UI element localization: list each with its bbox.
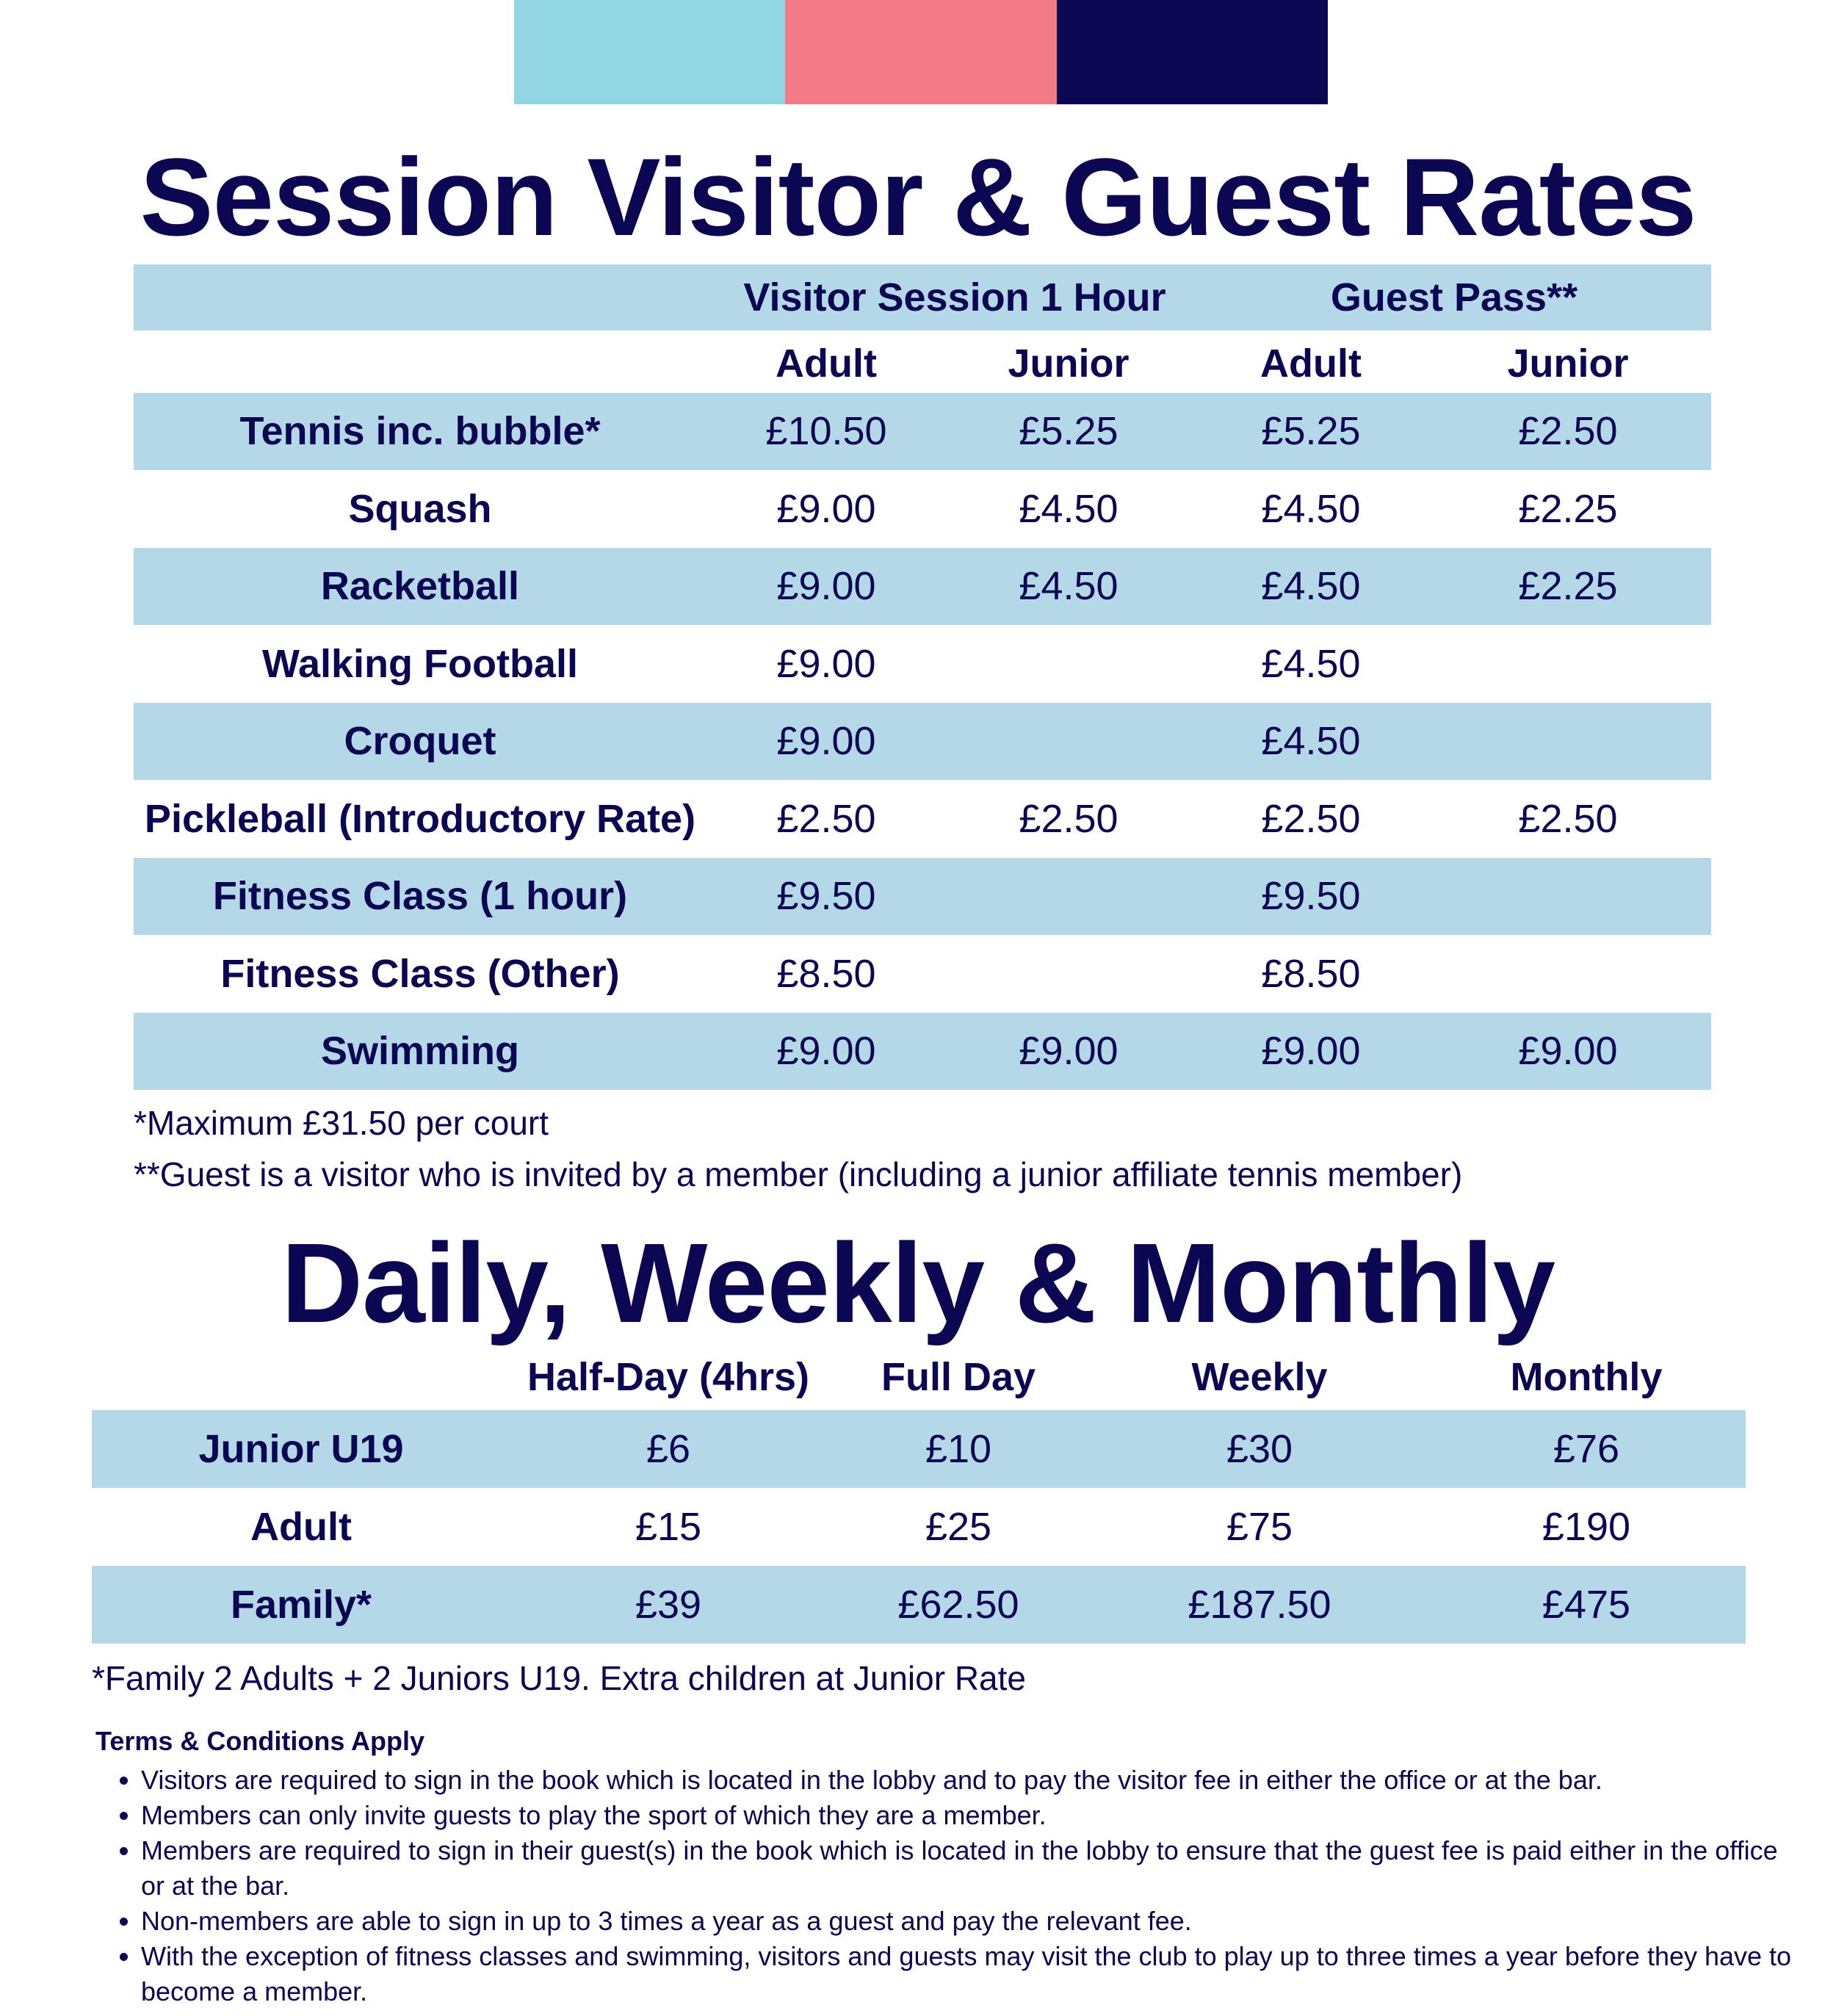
header-stripes [514,0,1328,104]
price-cell: £2.50 [1019,797,1118,841]
table-row [0,703,1836,780]
price-cell: £9.00 [1261,1029,1361,1073]
price-cell: £4.50 [1019,487,1118,531]
price-cell: £4.50 [1019,564,1118,608]
price-cell: £2.25 [1518,487,1618,531]
row-label: Fitness Class (Other) [220,952,620,996]
price-cell: £2.25 [1518,564,1618,608]
table-row [0,858,1836,935]
period-header-monthly: Monthly [1510,1355,1663,1399]
price-cell: £9.00 [776,1029,876,1073]
price-cell [977,626,1160,703]
sub-header-visitor-junior: Junior [1008,342,1130,386]
period-header-half-day: Half-Day (4hrs) [527,1355,810,1399]
price-cell [977,858,1160,935]
price-cell: £4.50 [1261,642,1361,686]
row-label: Squash [348,487,492,531]
row-label: Walking Football [262,642,578,686]
price-cell [1476,703,1660,780]
price-cell: £4.50 [1261,487,1361,531]
price-cell: £25 [925,1505,992,1549]
row-label: Fitness Class (1 hour) [212,874,628,918]
table-row [0,626,1836,703]
row-label: Adult [250,1505,352,1549]
price-cell: £9.00 [1019,1029,1118,1073]
stripe-navy [1057,0,1328,104]
sub-header-visitor-adult: Adult [776,342,877,386]
price-cell: £5.25 [1019,409,1118,453]
price-cell: £2.50 [1518,797,1618,841]
price-cell: £8.50 [776,952,876,996]
price-cell: £2.50 [1518,409,1618,453]
period-note: *Family 2 Adults + 2 Juniors U19. Extra children at Junior Rate [92,1659,1026,1697]
price-cell: £9.00 [776,642,876,686]
price-cell: £10 [925,1427,992,1471]
row-label: Tennis inc. bubble* [239,409,601,453]
price-cell: £62.50 [897,1583,1019,1627]
session-rates-title: Session Visitor & Guest Rates [140,135,1696,259]
price-cell: £5.25 [1261,409,1361,453]
table-row [0,1410,1836,1488]
price-cell: £76 [1553,1427,1620,1471]
sub-header-guest-adult: Adult [1260,342,1362,386]
session-note-2: **Guest is a visitor who is invited by a member (including a junior affiliate tennis member) [134,1155,1463,1193]
price-cell [977,936,1160,1013]
price-cell: £39 [635,1583,702,1627]
session-note-1: *Maximum £31.50 per court [134,1104,549,1142]
terms-item: • Non-members are able to sign in up to 3 times a year as a guest and pay the relevant fee. [141,1904,1793,1939]
price-cell [1476,858,1660,935]
stripe-pink [785,0,1056,104]
price-cell: £4.50 [1261,564,1361,608]
price-cell: £75 [1226,1505,1293,1549]
price-cell: £9.00 [776,719,876,763]
price-cell: £9.00 [776,564,876,608]
price-cell: £30 [1226,1427,1293,1471]
price-cell: £9.00 [776,487,876,531]
period-header-full-day: Full Day [881,1355,1036,1399]
terms-list [95,1763,1793,2009]
price-cell: £475 [1542,1583,1631,1627]
price-cell [1476,626,1660,703]
price-cell [977,703,1160,780]
terms-title: Terms & Conditions Apply [95,1726,425,1756]
stripe-light-blue [514,0,785,104]
row-label: Junior U19 [198,1427,404,1471]
group-header-visitor: Visitor Session 1 Hour [743,275,1166,319]
price-cell: £15 [635,1505,702,1549]
price-cell: £2.50 [1261,797,1361,841]
terms-item: • With the exception of fitness classes and swimming, visitors and guests may visit the club to play up to three times a year before they have to become a member. [141,1939,1793,2009]
table-row [0,1488,1836,1566]
price-cell [1476,936,1660,1013]
row-label: Croquet [344,719,496,763]
price-cell: £2.50 [776,797,876,841]
table-row [0,393,1836,470]
table-row [0,471,1836,548]
table-row [0,1013,1836,1090]
price-cell: £9.00 [1518,1029,1618,1073]
period-rates-title: Daily, Weekly & Monthly [281,1220,1555,1346]
table-row [0,781,1836,858]
price-cell: £10.50 [765,409,887,453]
price-cell: £187.50 [1188,1583,1331,1627]
row-label: Swimming [320,1029,520,1073]
table-row [0,1566,1836,1644]
price-cell: £9.50 [1261,874,1361,918]
terms-item: • Visitors are required to sign in the book which is located in the lobby and to pay the visitor fee in either the office or at the bar. [141,1763,1793,1798]
terms-item: • Members can only invite guests to play the sport of which they are a member. [141,1798,1793,1833]
group-header-guest: Guest Pass** [1330,275,1578,319]
price-cell: £8.50 [1261,952,1361,996]
price-cell: £9.50 [776,874,876,918]
table-row [0,936,1836,1013]
terms-item: • Members are required to sign in their guest(s) in the book which is located in the lobby to ensure that the guest fee is paid either in the office or at the bar. [141,1833,1793,1904]
row-label: Pickleball (Introductory Rate) [144,797,696,841]
period-header-weekly: Weekly [1191,1355,1328,1399]
row-label: Racketball [320,564,520,608]
price-cell: £190 [1542,1505,1631,1549]
row-label: Family* [230,1583,372,1627]
price-cell: £6 [646,1427,691,1471]
table-row [0,548,1836,625]
price-cell: £4.50 [1261,719,1361,763]
sub-header-guest-junior: Junior [1507,342,1629,386]
